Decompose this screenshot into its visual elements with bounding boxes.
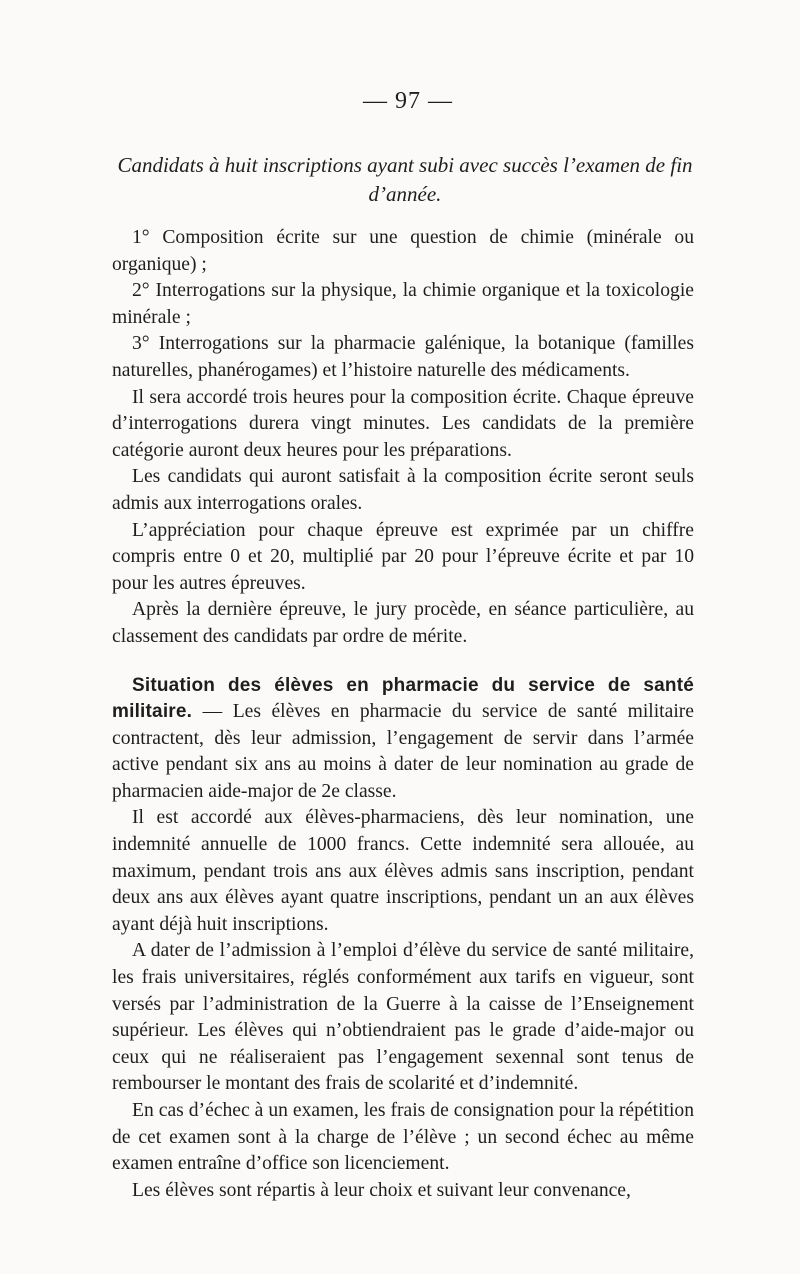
- section-paragraph-4: Les élèves sont répartis à leur choix et suivant leur convenance,: [132, 1179, 631, 1201]
- section-paragraph-1: Il est accordé aux élèves-pharmaciens, dès leur nomination, une indemnité annuelle de 1000 francs. Cette indemnité sera allouée, au maximum, pendant trois ans aux élèves admis sans inscription, pendant deux ans aux élèves ayant quatre inscriptions, pendant un an aux élèves ayant déjà huit inscriptions.: [112, 807, 694, 935]
- page-number: — 97 —: [363, 88, 453, 114]
- paragraph-4: Il sera accordé trois heures pour la composition écrite. Chaque épreuve d’interrogations durera vingt minutes. Les candidats de la première catégorie auront deux heures pour les préparations.: [112, 386, 694, 461]
- paragraph-7: Après la dernière épreuve, le jury procède, en séance particulière, au classement des candidats par ordre de mérite.: [112, 599, 694, 647]
- section-subtitle: Candidats à huit inscriptions ayant subi avec succès l’examen de fin d’année.: [117, 153, 693, 206]
- section-heading: Situation des élèves en pharmacie du service de santé militaire.: [112, 674, 694, 723]
- paragraph-2: 2° Interrogations sur la physique, la chimie organique et la toxicologie minérale ;: [112, 280, 694, 328]
- paragraph-5: Les candidats qui auront satisfait à la composition écrite seront seuls admis aux interrogations orales.: [112, 466, 694, 514]
- section-lead-text: — Les élèves en pharmacie du service de santé militaire contractent, dès leur admission, l’engagement de servir dans l’armée active pendant six ans au moins à dater de leur nomination au grade de pharmacien aide-major de 2e classe.: [112, 701, 694, 802]
- paragraph-3: 3° Interrogations sur la pharmacie galénique, la botanique (familles naturelles, phanérogames) et l’histoire naturelle des médicaments.: [112, 333, 694, 381]
- section-paragraph: [112, 673, 694, 806]
- paragraph-6: L’appréciation pour chaque épreuve est exprimée par un chiffre compris entre 0 et 20, multiplié par 20 pour l’épreuve écrite et par 10 pour les autres épreuves.: [112, 519, 694, 594]
- section-paragraph-3: En cas d’échec à un examen, les frais de consignation pour la répétition de cet examen sont à la charge de l’élève ; un second échec au même examen entraîne d’office son licenciement.: [112, 1100, 694, 1175]
- section-paragraph-2: A dater de l’admission à l’emploi d’élève du service de santé militaire, les frais universitaires, réglés conformément aux tarifs en vigueur, sont versés par l’administration de la Guerre à la caisse de l’Enseignement supérieur. Les élèves qui n’obtiendraient pas le grade d’aide-major ou ceux qui ne réaliseraient pas l’engagement sexennal sont tenus de rembourser le montant des frais de scolarité et d’indemnité.: [112, 940, 694, 1095]
- paragraph-1: 1° Composition écrite sur une question de chimie (minérale ou organique) ;: [112, 227, 694, 275]
